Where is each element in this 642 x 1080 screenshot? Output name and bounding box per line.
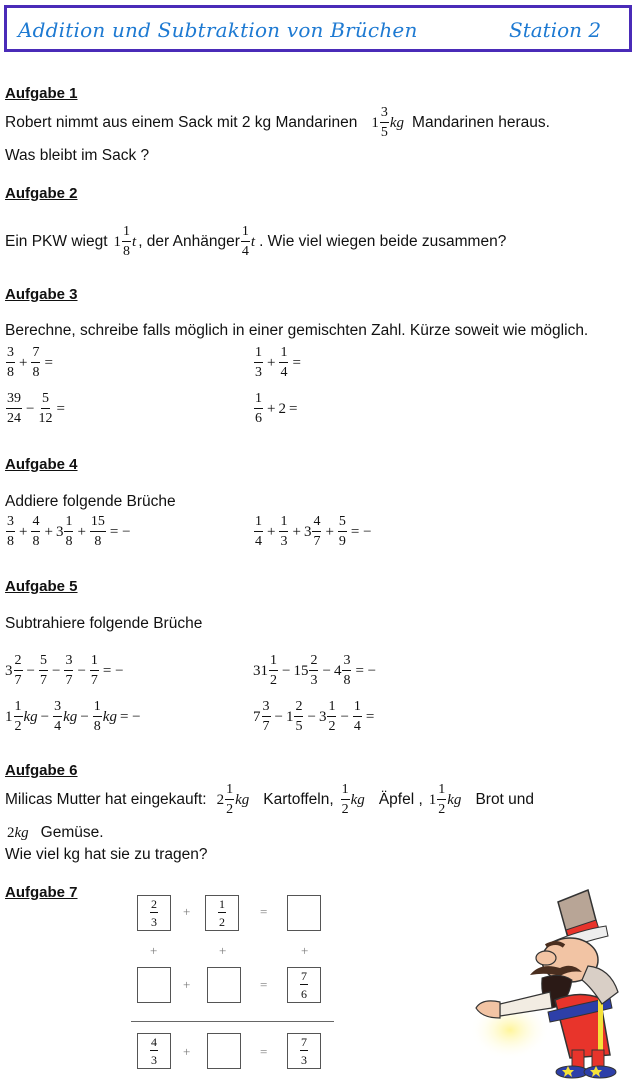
task-5-heading: Aufgabe 5 <box>5 578 78 595</box>
task-3-expression-4: $\frac{1}{6}$ + 2 = <box>255 391 298 426</box>
grid-cell-r2c2-empty[interactable] <box>207 967 241 1003</box>
task-1-text-b: Mandarinen heraus. <box>412 114 550 131</box>
grid-cell-r2c3[interactable]: $\frac{7}{6}$ <box>287 967 321 1003</box>
task-2-line: Ein PKW wiegt 1 $\frac{1}{8}$ t , der Anhänger $\frac{1}{4}$ t . Wie viel wiegen beide zusammen? <box>5 224 507 259</box>
equals-sign: = <box>260 1044 268 1059</box>
task-5-instruction: Subtrahiere folgende Brüche <box>5 615 203 632</box>
task-6-heading: Aufgabe 6 <box>5 762 78 779</box>
grid-divider <box>131 1021 334 1022</box>
grid-cell-r1c3-empty[interactable] <box>287 895 321 931</box>
task-3-expression-1: $\frac{3}{8}$ + $\frac{7}{8}$ = <box>7 345 53 380</box>
plus-sign: + <box>150 943 158 958</box>
task-1-heading: Aufgabe 1 <box>5 85 78 102</box>
station-label: Station 2 <box>509 18 602 42</box>
grid-cell-r3c1[interactable]: $\frac{4}{3}$ <box>137 1033 171 1069</box>
grid-cell-r1c2[interactable]: $\frac{1}{2}$ <box>205 895 239 931</box>
task-6-question: Wie viel kg hat sie zu tragen? <box>5 846 208 863</box>
worksheet-header <box>4 5 632 52</box>
task-3-instruction: Berechne, schreibe falls möglich in einer gemischten Zahl. Kürze soweit wie möglich. <box>5 322 589 339</box>
task-4-instruction: Addiere folgende Brüche <box>5 493 176 510</box>
plus-sign: + <box>183 977 191 992</box>
ringmaster-illustration <box>460 880 642 1080</box>
task-6-vegetables-weight: 2 kg <box>7 824 29 841</box>
grid-cell-r2c1-empty[interactable] <box>137 967 171 1003</box>
task-4-expression-1: $\frac{3}{8}$ + $\frac{4}{8}$ + 3 $\frac{1}{8}$ + $\frac{15}{8}$ = − <box>7 514 131 549</box>
grid-cell-r3c3[interactable]: $\frac{7}{3}$ <box>287 1033 321 1069</box>
task-6-apples-weight: $\frac{1}{2}$ kg <box>341 782 365 817</box>
task-1-line-1 <box>5 104 550 142</box>
task-2-pkw-weight: 1 $\frac{1}{8}$ t <box>113 224 137 259</box>
task-5-expression-3: 1 $\frac{1}{2}$ kg − $\frac{3}{4}$ kg − $\frac{1}{8}$ kg = − <box>5 699 141 734</box>
task-6-line-1: Milicas Mutter hat eingekauft: 2 $\frac{1}{2}$ kg Kartoffeln, $\frac{1}{2}$ kg Äpfel , 1 $\frac{1}{2}$ kg Brot und <box>5 782 535 817</box>
task-1-line-2: Was bleibt im Sack ? <box>5 147 150 164</box>
plus-sign: + <box>183 1044 191 1059</box>
task-6-line-2: 2 kg Gemüse. <box>7 824 104 841</box>
equals-sign: = <box>260 904 268 919</box>
task-6-bread-weight: 1 $\frac{1}{2}$ kg <box>428 782 462 817</box>
task-3-expression-3: $\frac{39}{24}$ − $\frac{5}{12}$ = <box>7 391 65 426</box>
task-5-expression-4: 7 $\frac{3}{7}$ − 1 $\frac{2}{5}$ − 3 $\frac{1}{2}$ − $\frac{1}{4}$ = <box>253 699 375 734</box>
task-2-heading: Aufgabe 2 <box>5 185 78 202</box>
plus-sign: + <box>183 904 191 919</box>
task-4-heading: Aufgabe 4 <box>5 456 78 473</box>
task-3-heading: Aufgabe 3 <box>5 286 78 303</box>
task-5-expression-2: 31 $\frac{1}{2}$ − 15 $\frac{2}{3}$ − 4 $\frac{3}{8}$ = − <box>253 653 377 688</box>
task-7-heading: Aufgabe 7 <box>5 884 78 901</box>
equals-sign: = <box>260 977 268 992</box>
worksheet-title: Addition und Subtraktion von Brüchen <box>18 18 418 42</box>
task-2-trailer-weight: $\frac{1}{4}$ t <box>241 224 256 259</box>
task-6-potatoes-weight: 2 $\frac{1}{2}$ kg <box>216 782 250 817</box>
task-1-text-a: Robert nimmt aus einem Sack mit 2 kg Mandarinen <box>5 114 358 131</box>
task-5-expression-1: 3 $\frac{2}{7}$ − $\frac{5}{7}$ − $\frac{3}{7}$ − $\frac{1}{7}$ = − <box>5 653 124 688</box>
plus-sign: + <box>301 943 309 958</box>
plus-sign: + <box>219 943 227 958</box>
grid-cell-r1c1[interactable]: $\frac{2}{3}$ <box>137 895 171 931</box>
grid-cell-r3c2-empty[interactable] <box>207 1033 241 1069</box>
task-1-mixed-number: 1 $\frac{3}{5}$ kg <box>371 105 405 140</box>
task-3-expression-2: $\frac{1}{3}$ + $\frac{1}{4}$ = <box>255 345 301 380</box>
task-4-expression-2: $\frac{1}{4}$ + $\frac{1}{3}$ + 3 $\frac{4}{7}$ + $\frac{5}{9}$ = − <box>255 514 372 549</box>
